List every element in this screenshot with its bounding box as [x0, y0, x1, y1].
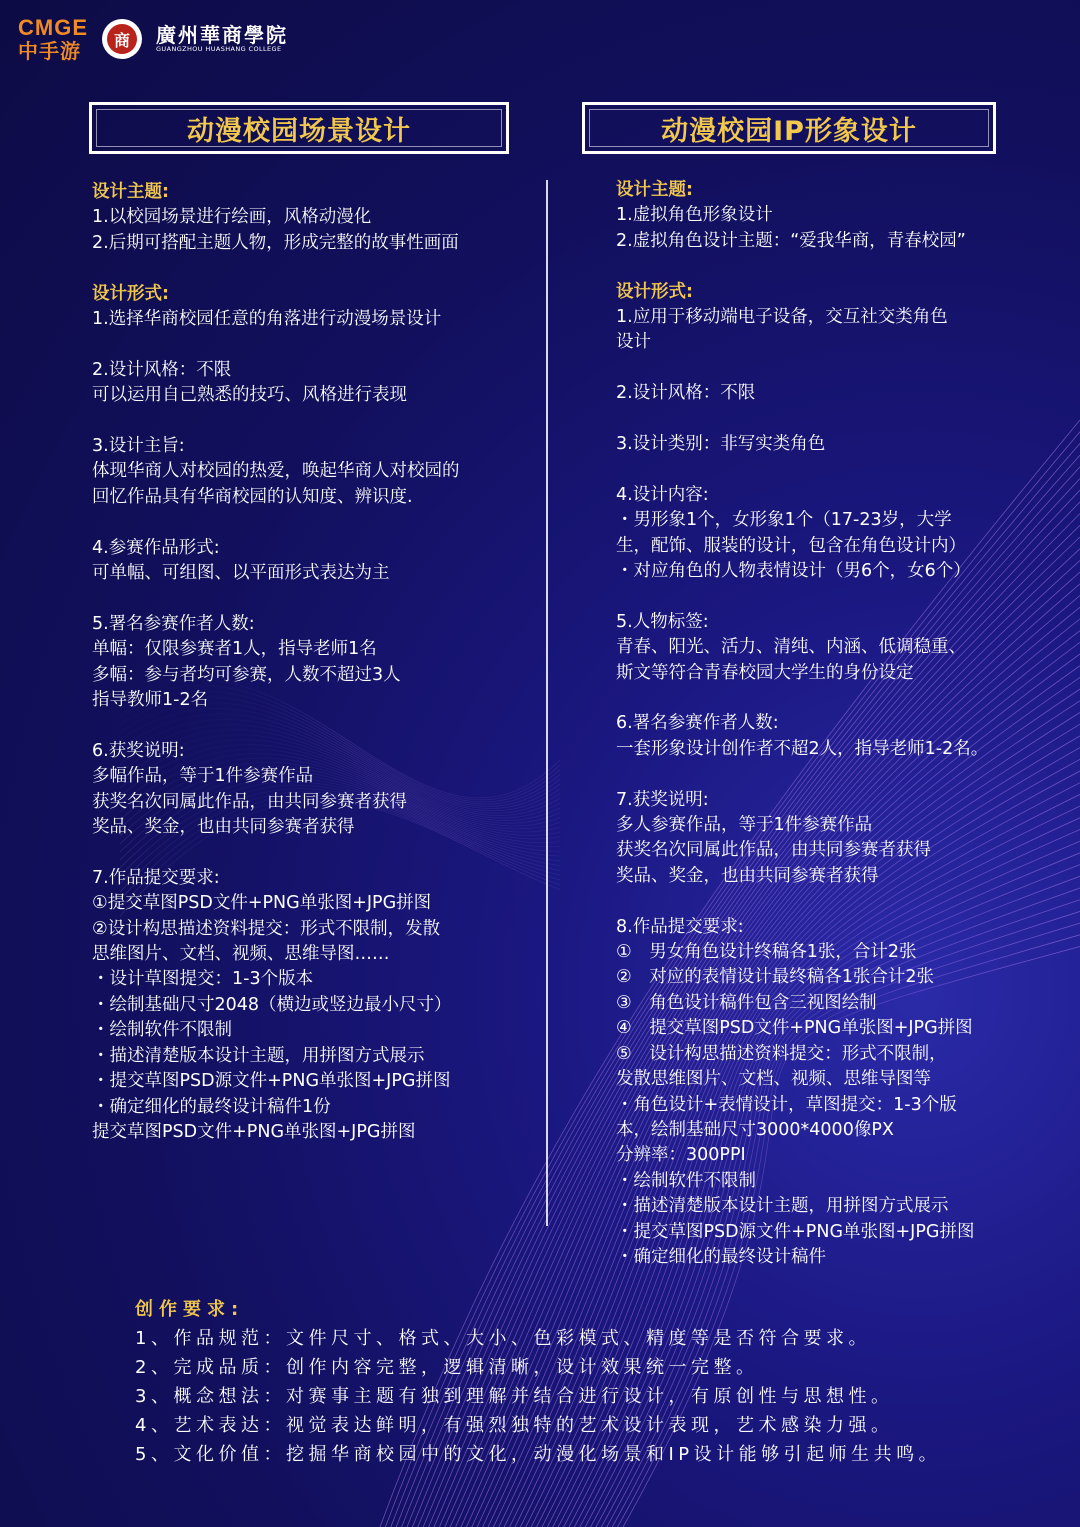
text-line: 青春、阳光、活力、清纯、内涵、低调稳重、: [616, 637, 966, 658]
cmge-logo-en: CMGE: [18, 15, 88, 40]
cmge-logo: [18, 17, 88, 61]
text-line: 多幅作品，等于1件参赛作品: [92, 766, 314, 787]
text-line: 一套形象设计创作者不超2人，指导老师1-2名。: [616, 738, 989, 759]
text-line: ・确定细化的最终设计稿件1份: [92, 1096, 331, 1117]
text-line: ①提交草图PSD文件+PNG单张图+JPG拼图: [92, 893, 432, 914]
spacer: [92, 256, 532, 281]
spacer: [616, 686, 1036, 711]
criteria-section: [135, 1295, 1055, 1469]
college-seal-icon: [102, 19, 142, 59]
spacer: [92, 840, 532, 865]
text-line: ⑤ 设计构思描述资料提交：形式不限制，: [616, 1043, 947, 1064]
text-line: ・对应角色的人物表情设计（男6个，女6个）: [616, 561, 971, 582]
text-line: ・男形象1个，女形象1个（17-23岁，大学: [616, 510, 952, 531]
text-line: 体现华商人对校园的热爱，唤起华商人对校园的: [92, 461, 460, 482]
right-column: [616, 178, 1036, 1270]
text-line: 可单幅、可组图、以平面形式表达为主: [92, 563, 390, 584]
section-heading: 设计主题:: [92, 182, 169, 202]
left-title-box: [89, 102, 509, 154]
text-line: ・提交草图PSD源文件+PNG单张图+JPG拼图: [616, 1221, 975, 1242]
text-line: 8.作品提交要求:: [616, 916, 744, 937]
text-line: ③ 角色设计稿件包含三视图绘制: [616, 992, 877, 1013]
section-heading: 设计形式:: [616, 281, 693, 302]
column-divider: [546, 180, 548, 1226]
text-line: 2.设计风格：不限: [92, 359, 232, 380]
criteria-list: [135, 1324, 1055, 1469]
header-logos: [18, 14, 288, 64]
spacer: [92, 409, 532, 434]
text-line: 奖品、奖金，也由共同参赛者获得: [616, 865, 879, 886]
text-line: 4.参赛作品形式:: [92, 537, 220, 558]
text-line: 2.虚拟角色设计主题：“爱我华商，青春校园”: [616, 230, 966, 251]
text-line: 提交草图PSD文件+PNG单张图+JPG拼图: [92, 1121, 416, 1142]
text-line: 6.获奖说明:: [92, 740, 185, 761]
cmge-logo-cn: 中手游: [18, 39, 81, 63]
text-line: ・绘制软件不限制: [92, 1020, 232, 1041]
text-line: 3.设计类别：非写实类角色: [616, 434, 826, 455]
spacer: [616, 407, 1036, 432]
right-title: 动漫校园IP形象设计: [661, 115, 917, 147]
text-line: 可以运用自己熟悉的技巧、风格进行表现: [92, 385, 407, 406]
text-line: ① 男女角色设计终稿各1张，合计2张: [616, 942, 917, 963]
text-line: ・描述清楚版本设计主题，用拼图方式展示: [616, 1196, 949, 1217]
text-line: 回忆作品具有华商校园的认知度、辨识度.: [92, 486, 413, 507]
text-line: 3.设计主旨:: [92, 436, 185, 457]
criteria-item: 2、完成品质：创作内容完整，逻辑清晰，设计效果统一完整。: [135, 1357, 759, 1378]
criteria-item: 4、艺术表达：视觉表达鲜明，有强烈独特的艺术设计表现，艺术感染力强。: [135, 1415, 894, 1436]
text-line: ・绘制软件不限制: [616, 1170, 756, 1191]
text-line: ④ 提交草图PSD文件+PNG单张图+JPG拼图: [616, 1018, 973, 1039]
spacer: [616, 254, 1036, 279]
text-line: 5.人物标签:: [616, 611, 709, 632]
text-line: 1.选择华商校园任意的角落进行动漫场景设计: [92, 309, 442, 330]
text-line: 5.署名参赛作者人数:: [92, 613, 255, 634]
text-line: ・确定细化的最终设计稿件: [616, 1246, 826, 1267]
college-name-cn: 廣州華商學院: [156, 23, 288, 48]
college-logo: [156, 24, 288, 53]
section-heading: 设计主题:: [616, 180, 693, 200]
text-line: ②设计构思描述资料提交：形式不限制，发散: [92, 918, 441, 939]
text-line: 单幅：仅限参赛者1人，指导老师1名: [92, 639, 377, 660]
text-line: 2.后期可搭配主题人物，形成完整的故事性画面: [92, 232, 459, 253]
text-line: 生，配饰、服装的设计，包含在角色设计内）: [616, 535, 966, 556]
text-line: ・描述清楚版本设计主题，用拼图方式展示: [92, 1045, 425, 1066]
left-column: [92, 180, 532, 1145]
text-line: 7.获奖说明:: [616, 789, 709, 810]
college-seal-mark: 商: [107, 24, 137, 54]
spacer: [616, 889, 1036, 914]
text-line: 7.作品提交要求:: [92, 867, 220, 888]
text-line: 设计: [616, 332, 651, 353]
text-line: 1.虚拟角色形象设计: [616, 205, 773, 226]
text-line: 分辨率：300PPI: [616, 1145, 746, 1166]
spacer: [616, 356, 1036, 381]
right-title-box: [582, 102, 996, 154]
text-line: 4.设计内容:: [616, 484, 709, 505]
text-line: 奖品、奖金，也由共同参赛者获得: [92, 817, 355, 838]
criteria-item: 3、概念想法：对赛事主题有独到理解并结合进行设计，有原创性与思想性。: [135, 1386, 894, 1407]
spacer: [92, 586, 532, 611]
text-line: 斯文等符合青春校园大学生的身份设定: [616, 662, 914, 683]
text-line: 1.以校园场景进行绘画，风格动漫化: [92, 207, 372, 228]
text-line: 2.设计风格：不限: [616, 383, 756, 404]
spacer: [92, 332, 532, 357]
text-line: 获奖名次同属此作品，由共同参赛者获得: [616, 840, 931, 861]
spacer: [92, 713, 532, 738]
spacer: [616, 584, 1036, 609]
spacer: [92, 510, 532, 535]
text-line: 发散思维图片、文档、视频、思维导图等: [616, 1069, 931, 1090]
text-line: 多幅：参与者均可参赛，人数不超过3人: [92, 664, 401, 685]
text-line: 多人参赛作品，等于1件参赛作品: [616, 815, 873, 836]
text-line: 获奖名次同属此作品，由共同参赛者获得: [92, 791, 407, 812]
section-heading: 设计形式:: [92, 283, 169, 304]
text-line: 指导教师1-2名: [92, 690, 209, 711]
criteria-item: 5、文化价值：挖掘华商校园中的文化，动漫化场景和IP设计能够引起师生共鸣。: [135, 1444, 942, 1465]
text-line: 1.应用于移动端电子设备，交互社交类角色: [616, 307, 948, 328]
text-line: ② 对应的表情设计最终稿各1张合计2张: [616, 967, 934, 988]
text-line: ・设计草图提交：1-3个版本: [92, 969, 314, 990]
text-line: 6.署名参赛作者人数:: [616, 713, 779, 734]
text-line: 本，绘制基础尺寸3000*4000像PX: [616, 1119, 894, 1140]
text-line: ・绘制基础尺寸2048（横边或竖边最小尺寸）: [92, 994, 452, 1015]
text-line: ・提交草图PSD源文件+PNG单张图+JPG拼图: [92, 1071, 451, 1092]
criteria-heading: 创作要求:: [135, 1299, 245, 1320]
text-line: 思维图片、文档、视频、思维导图……: [92, 944, 390, 965]
left-title: 动漫校园场景设计: [187, 115, 411, 147]
criteria-item: 1、作品规范：文件尺寸、格式、大小、色彩模式、精度等是否符合要求。: [135, 1328, 871, 1349]
text-line: ・角色设计+表情设计，草图提交：1-3个版: [616, 1094, 957, 1115]
spacer: [616, 762, 1036, 787]
college-name-en: GUANGZHOU HUASHANG COLLEGE: [156, 45, 282, 54]
spacer: [616, 457, 1036, 482]
